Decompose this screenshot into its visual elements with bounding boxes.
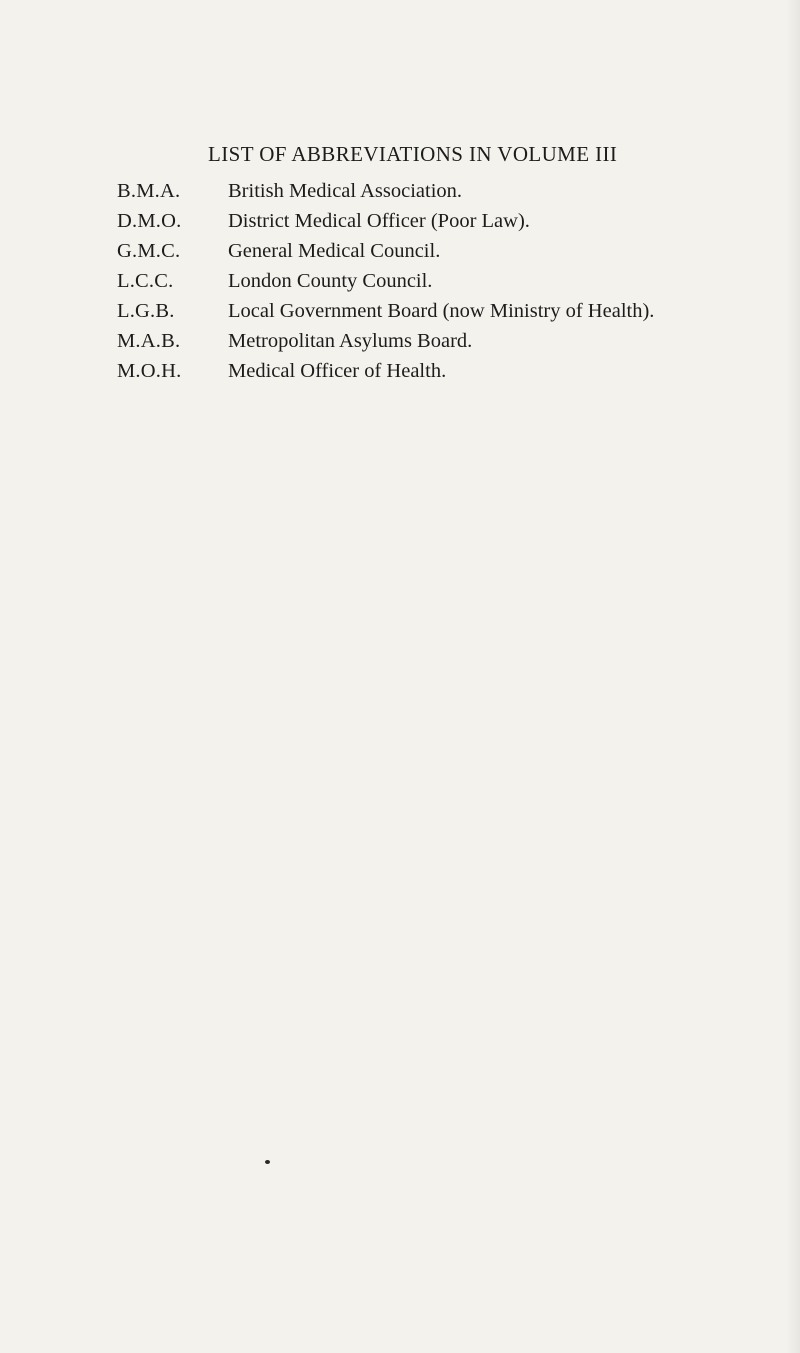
abbreviation-row <box>117 270 737 300</box>
abbreviation-code: D.M.O. <box>117 210 182 232</box>
abbreviation-row <box>117 330 737 360</box>
abbreviation-meaning: Medical Officer of Health. <box>228 360 447 382</box>
abbreviation-meaning: General Medical Council. <box>228 240 441 262</box>
abbreviation-row <box>117 300 737 330</box>
abbreviation-code: L.G.B. <box>117 300 175 322</box>
abbreviation-code: L.C.C. <box>117 270 174 292</box>
abbreviation-code: M.O.H. <box>117 360 182 382</box>
abbreviation-meaning: British Medical Association. <box>228 180 463 202</box>
abbreviation-meaning: London County Council. <box>228 270 433 292</box>
abbreviation-meaning: Metropolitan Asylums Board. <box>228 330 473 352</box>
abbreviation-row <box>117 180 737 210</box>
abbreviation-row <box>117 360 737 390</box>
abbreviation-meaning: Local Government Board (now Ministry of Health). <box>228 300 655 322</box>
abbreviation-code: M.A.B. <box>117 330 181 352</box>
abbreviation-meaning: District Medical Officer (Poor Law). <box>228 210 530 232</box>
page-title: LIST OF ABBREVIATIONS IN VOLUME III <box>208 142 618 166</box>
page-edge-shadow <box>786 0 800 1353</box>
ink-speck <box>265 1160 270 1164</box>
abbreviation-code: B.M.A. <box>117 180 181 202</box>
abbreviation-row <box>117 240 737 270</box>
abbreviation-code: G.M.C. <box>117 240 181 262</box>
abbreviations-list <box>117 180 737 390</box>
abbreviation-row <box>117 210 737 240</box>
